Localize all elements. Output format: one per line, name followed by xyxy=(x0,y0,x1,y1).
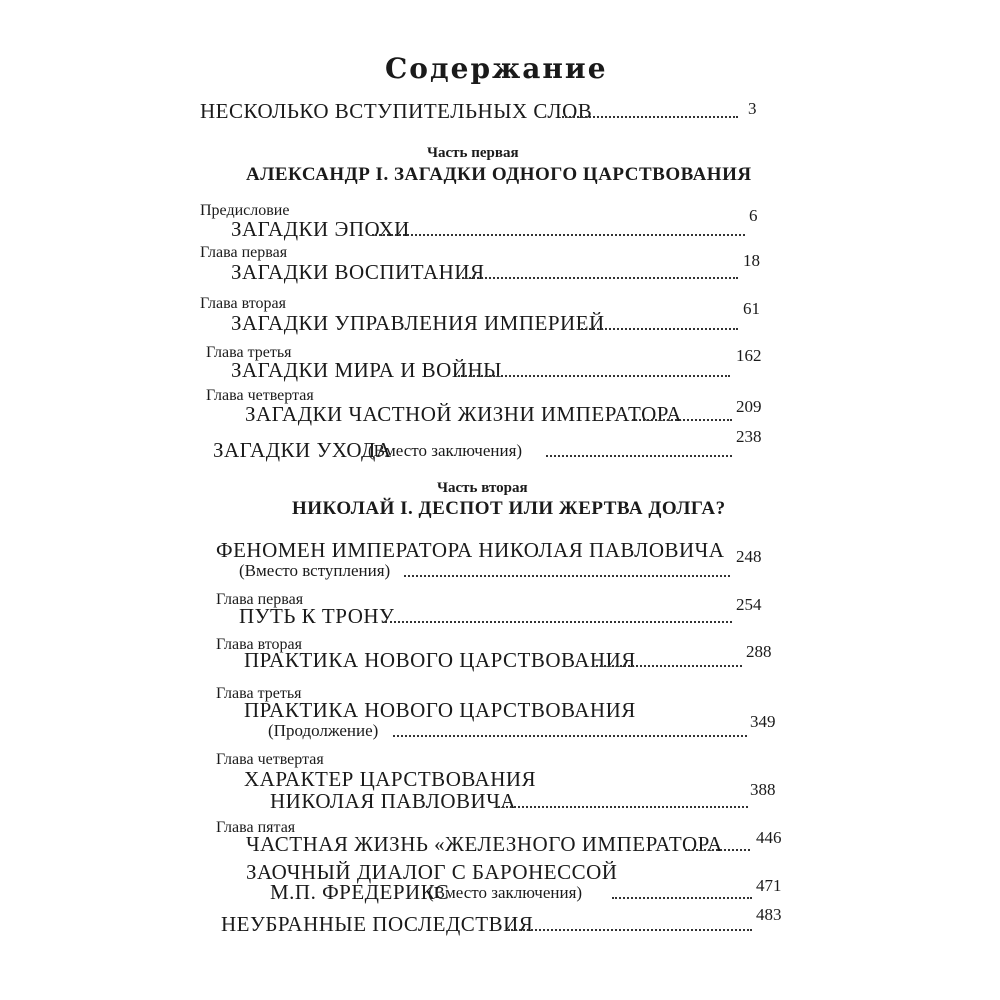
leader-dots xyxy=(393,735,747,737)
chapter-title-continued: НИКОЛАЯ ПАВЛОВИЧА xyxy=(270,789,517,813)
page-number: 248 xyxy=(736,547,762,566)
chapter-label: Глава вторая xyxy=(200,295,286,312)
leader-dots xyxy=(508,929,752,931)
chapter-title-continued: М.П. ФРЕДЕРИКС xyxy=(270,880,450,904)
chapter-subtitle: (Вместо вступления) xyxy=(239,561,391,580)
intro-title: НЕСКОЛЬКО ВСТУПИТЕЛЬНЫХ СЛОВ xyxy=(200,99,593,123)
chapter-title: ЗАГАДКИ МИРА И ВОЙНЫ xyxy=(231,358,502,382)
chapter-subtitle: (Вместо заключения) xyxy=(428,883,583,902)
chapter-label: Глава вторая xyxy=(216,636,302,653)
page-number: 483 xyxy=(756,905,782,924)
leader-dots xyxy=(578,328,738,330)
chapter-title: ЗАГАДКИ УПРАВЛЕНИЯ ИМПЕРИЕЙ xyxy=(231,311,605,335)
chapter-title: ЗАГАДКИ ВОСПИТАНИЯ xyxy=(231,260,485,284)
chapter-title: ПУТЬ К ТРОНУ xyxy=(239,604,395,628)
chapter-label: Глава третья xyxy=(206,344,292,361)
page-number: 3 xyxy=(748,99,757,118)
page-number: 209 xyxy=(736,397,762,416)
chapter-title: ЗАГАДКИ ЭПОХИ xyxy=(231,217,410,241)
chapter-title: НЕУБРАННЫЕ ПОСЛЕДСТВИЯ xyxy=(221,912,534,936)
chapter-title: ПРАКТИКА НОВОГО ЦАРСТВОВАНИЯ xyxy=(244,698,636,722)
page-number: 254 xyxy=(736,595,762,614)
leader-dots xyxy=(462,277,738,279)
chapter-label: Глава пятая xyxy=(216,819,296,836)
chapter-title: ЗАОЧНЫЙ ДИАЛОГ С БАРОНЕССОЙ xyxy=(246,860,618,884)
page-number: 288 xyxy=(746,642,772,661)
chapter-label: Глава первая xyxy=(200,244,288,261)
leader-dots xyxy=(685,849,750,851)
chapter-title: ХАРАКТЕР ЦАРСТВОВАНИЯ xyxy=(244,767,537,791)
leader-dots xyxy=(546,455,732,457)
page-number: 446 xyxy=(756,828,782,847)
leader-dots xyxy=(372,234,745,236)
chapter-title: ЧАСТНАЯ ЖИЗНЬ «ЖЕЛЕЗНОГО ИМПЕРАТОРА xyxy=(246,832,723,856)
leader-dots xyxy=(592,665,742,667)
page-number: 61 xyxy=(743,299,760,318)
part-title: НИКОЛАЙ I. ДЕСПОТ ИЛИ ЖЕРТВА ДОЛГА? xyxy=(292,498,726,519)
chapter-title: ПРАКТИКА НОВОГО ЦАРСТВОВАНИЯ xyxy=(244,648,636,672)
chapter-title: ЗАГАДКИ УХОДА xyxy=(213,438,392,462)
part-heading: Часть вторая xyxy=(437,480,528,496)
leader-dots xyxy=(498,806,748,808)
page-number: 18 xyxy=(743,251,760,270)
leader-dots xyxy=(385,621,732,623)
leader-dots xyxy=(612,897,752,899)
chapter-label: Предисловие xyxy=(200,202,290,219)
page-title: Содержание xyxy=(385,52,608,85)
page-number: 162 xyxy=(736,346,762,365)
chapter-subtitle: (Продолжение) xyxy=(268,721,379,740)
chapter-label: Глава четвертая xyxy=(206,387,314,404)
chapter-label: Глава четвертая xyxy=(216,751,324,768)
page-number: 349 xyxy=(750,712,776,731)
page-number: 471 xyxy=(756,876,782,895)
part-title: АЛЕКСАНДР I. ЗАГАДКИ ОДНОГО ЦАРСТВОВАНИЯ xyxy=(246,164,752,185)
part-heading: Часть первая xyxy=(427,145,519,161)
chapter-subtitle: (Вместо заключения) xyxy=(368,441,523,460)
chapter-title: ФЕНОМЕН ИМПЕРАТОРА НИКОЛАЯ ПАВЛОВИЧА xyxy=(216,538,725,562)
chapter-label: Глава третья xyxy=(216,685,302,702)
leader-dots xyxy=(632,419,732,421)
chapter-label: Глава первая xyxy=(216,591,304,608)
page-number: 238 xyxy=(736,427,762,446)
leader-dots xyxy=(404,575,730,577)
leader-dots xyxy=(562,116,738,118)
chapter-title: ЗАГАДКИ ЧАСТНОЙ ЖИЗНИ ИМПЕРАТОРА xyxy=(245,402,682,426)
page-number: 388 xyxy=(750,780,776,799)
page-number: 6 xyxy=(749,206,758,225)
leader-dots xyxy=(458,375,730,377)
